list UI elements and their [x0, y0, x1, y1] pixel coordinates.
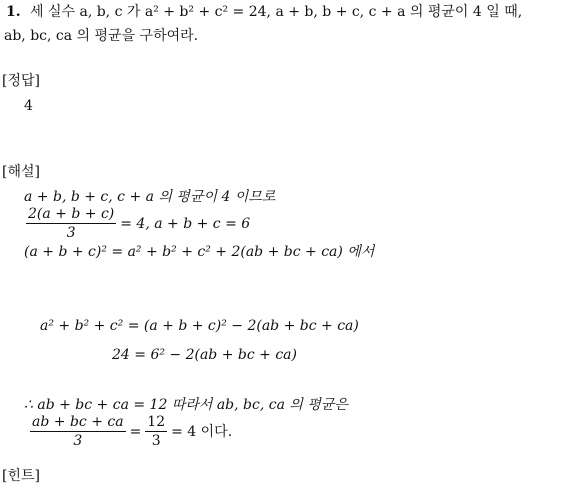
solution-line-2 [26, 206, 250, 241]
solution-line-2-rest: = 4, a + b + c = 6 [120, 215, 251, 232]
final-denominator-2: 3 [151, 433, 161, 449]
solution-label: [해설] [2, 164, 40, 180]
solution-line-1: a + b, b + c, c + a 의 평균이 4 이므로 [24, 189, 276, 205]
answer-value: 4 [24, 98, 33, 114]
final-line [30, 414, 232, 449]
fraction-numerator: 2(a + b + c) [28, 206, 115, 222]
answer-label: [정답] [2, 73, 40, 89]
final-fraction-2 [145, 414, 167, 449]
solution-line-3: (a + b + c)² = a² + b² + c² + 2(ab + bc + ca) 에서 [24, 244, 375, 260]
final-fraction-1 [30, 414, 126, 449]
problem-number: 1. [6, 4, 21, 20]
solution-fraction [26, 206, 116, 241]
equation-1: a² + b² + c² = (a + b + c)² − 2(ab + bc + ca) [40, 318, 359, 334]
hint-label: [힌트] [2, 468, 40, 484]
final-numerator-2: 12 [147, 414, 166, 430]
final-numerator-1: ab + bc + ca [32, 414, 124, 430]
problem-line-2: ab, bc, ca 의 평균을 구하여라. [4, 28, 199, 44]
fraction-denominator: 3 [66, 225, 76, 241]
problem-line-1: 세 실수 a, b, c 가 a² + b² + c² = 24, a + b, b + c, c + a 의 평균이 4 일 때, [30, 4, 523, 20]
equation-2: 24 = 6² − 2(ab + bc + ca) [112, 347, 297, 363]
conclusion-line: ∴ ab + bc + ca = 12 따라서 ab, bc, ca 의 평균은 [24, 397, 348, 413]
final-rest: = 4 이다. [171, 423, 233, 440]
final-denominator-1: 3 [73, 433, 83, 449]
final-equals: = [129, 423, 142, 440]
